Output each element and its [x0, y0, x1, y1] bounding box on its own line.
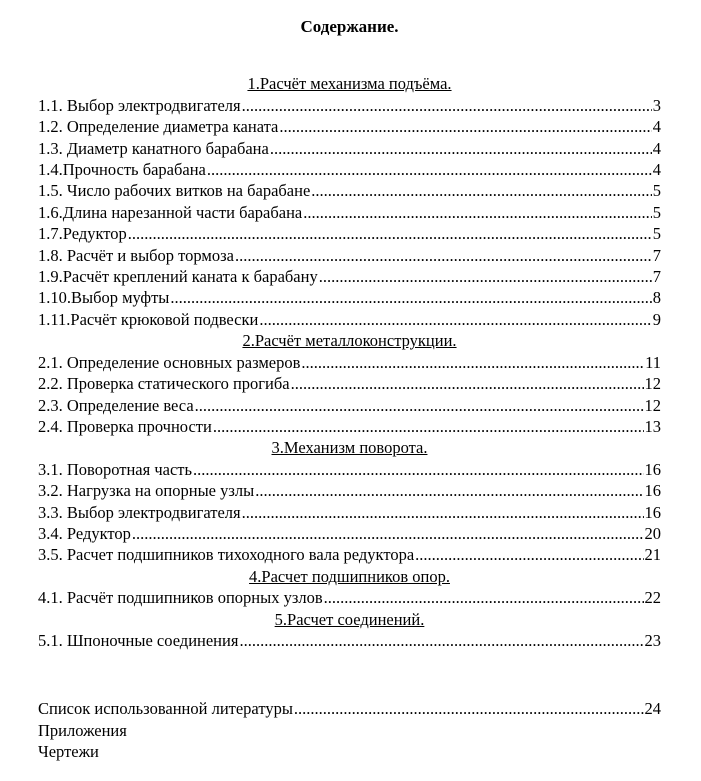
section-heading [38, 73, 661, 94]
dot-leader [415, 544, 643, 565]
dot-leader [294, 698, 644, 719]
toc-entry-label: 1.8. Расчёт и выбор тормоза [38, 245, 234, 265]
section-heading [38, 330, 661, 351]
toc-entry-label: 3.2. Нагрузка на опорные узлы [38, 481, 255, 501]
dot-leader [213, 416, 644, 437]
dot-leader [259, 309, 651, 330]
dot-leader [279, 116, 651, 137]
toc-entry-page-number: 16 [644, 481, 661, 501]
toc-entry-label: Список использованной литературы [38, 699, 293, 719]
section-heading [38, 566, 661, 587]
toc-entry-page-number: 20 [644, 523, 661, 543]
dot-leader [242, 95, 652, 116]
toc-entry [38, 245, 661, 266]
toc-entry-label: Приложения [38, 720, 127, 740]
toc-entry [38, 544, 661, 565]
toc-entry-page-number: 22 [644, 588, 661, 608]
toc-entry [38, 502, 661, 523]
toc-entry [38, 95, 661, 116]
section-heading-text: 5.Расчет соединений. [274, 609, 425, 629]
section-heading-text: 3.Механизм поворота. [271, 438, 428, 458]
toc-entry-page-number: 16 [644, 502, 661, 522]
toc-entry-page-number: 16 [644, 459, 661, 479]
toc-entry [38, 395, 661, 416]
toc-entry [38, 459, 661, 480]
toc-entry [38, 266, 661, 287]
toc-entry-page-number: 7 [652, 267, 661, 287]
dot-leader [270, 138, 652, 159]
toc-entry [38, 138, 661, 159]
dot-leader [235, 245, 652, 266]
toc-entry [38, 223, 661, 244]
dot-leader [170, 287, 651, 308]
dot-leader [195, 395, 644, 416]
toc-entry [38, 587, 661, 608]
toc-entry-page-number: 4 [652, 160, 661, 180]
toc-entry-label: 3.4. Редуктор [38, 523, 131, 543]
toc-entry-label: Чертежи [38, 742, 99, 762]
toc-entry [38, 287, 661, 308]
toc-entry-page-number: 3 [652, 95, 661, 115]
toc-entry-label: 3.3. Выбор электродвигателя [38, 502, 241, 522]
toc-entry-page-number: 24 [644, 699, 661, 719]
toc-entry-label: 2.4. Проверка прочности [38, 416, 212, 436]
table-of-contents [38, 73, 661, 651]
toc-entry [38, 741, 661, 762]
dot-leader [319, 266, 652, 287]
dot-leader [311, 180, 651, 201]
toc-entry-label: 1.10.Выбор муфты [38, 288, 170, 308]
dot-leader [128, 223, 652, 244]
toc-entry [38, 416, 661, 437]
toc-entry [38, 480, 661, 501]
toc-entry [38, 309, 661, 330]
toc-entry-label: 2.1. Определение основных размеров [38, 352, 301, 372]
toc-entry-label: 3.1. Поворотная часть [38, 459, 193, 479]
section-heading [38, 437, 661, 458]
toc-entry-label: 3.5. Расчет подшипников тихоходного вала редуктора [38, 545, 415, 565]
toc-entry-label: 1.7.Редуктор [38, 224, 127, 244]
toc-entry-label: 1.6.Длина нарезанной части барабана [38, 202, 303, 222]
dot-leader [303, 202, 651, 223]
dot-leader [242, 502, 644, 523]
section-heading-text: 4.Расчет подшипников опор. [249, 566, 450, 586]
toc-entry-label: 1.2. Определение диаметра каната [38, 117, 279, 137]
toc-entry [38, 720, 661, 741]
toc-entry-page-number: 4 [652, 117, 661, 137]
toc-entry [38, 630, 661, 651]
toc-entry [38, 698, 661, 719]
toc-entry-page-number: 23 [644, 630, 661, 650]
toc-entry [38, 373, 661, 394]
toc-entry-page-number: 5 [652, 224, 661, 244]
toc-entry [38, 159, 661, 180]
dot-leader [132, 523, 644, 544]
dot-leader [291, 373, 644, 394]
dot-leader [255, 480, 643, 501]
toc-entry-label: 1.3. Диаметр канатного барабана [38, 138, 269, 158]
dot-leader [207, 159, 652, 180]
toc-entry-page-number: 7 [652, 245, 661, 265]
toc-entry-page-number: 12 [644, 395, 661, 415]
section-heading [38, 609, 661, 630]
toc-entry-label: 2.2. Проверка статического прогиба [38, 374, 290, 394]
dot-leader [301, 352, 644, 373]
toc-entry-page-number: 5 [652, 181, 661, 201]
page-title: Содержание. [300, 17, 399, 36]
toc-entry-label: 4.1. Расчёт подшипников опорных узлов [38, 588, 323, 608]
toc-entry-label: 1.9.Расчёт креплений каната к барабану [38, 267, 318, 287]
toc-entry [38, 352, 661, 373]
toc-entry-page-number: 12 [644, 374, 661, 394]
toc-entry-label: 1.5. Число рабочих витков на барабане [38, 181, 311, 201]
toc-entry [38, 523, 661, 544]
dot-leader [193, 459, 643, 480]
toc-entry-page-number: 21 [644, 545, 661, 565]
toc-entry-page-number: 11 [645, 352, 661, 372]
toc-entry-page-number: 13 [644, 416, 661, 436]
toc-entry-label: 1.4.Прочность барабана [38, 160, 206, 180]
toc-entry-page-number: 9 [652, 309, 661, 329]
toc-entry-page-number: 8 [652, 288, 661, 308]
toc-entry-label: 2.3. Определение веса [38, 395, 194, 415]
dot-leader [239, 630, 643, 651]
toc-entry-label: 1.1. Выбор электродвигателя [38, 95, 241, 115]
toc-entry-page-number: 4 [652, 138, 661, 158]
toc-entry-label: 5.1. Шпоночные соединения [38, 630, 239, 650]
toc-entry [38, 116, 661, 137]
section-heading-text: 1.Расчёт механизма подъёма. [247, 74, 452, 94]
toc-entry [38, 180, 661, 201]
toc-entry-page-number: 5 [652, 202, 661, 222]
toc-entry-label: 1.11.Расчёт крюковой подвески [38, 309, 259, 329]
dot-leader [324, 587, 644, 608]
section-heading-text: 2.Расчёт металлоконструкции. [242, 331, 457, 351]
toc-entry [38, 202, 661, 223]
footer-entries [38, 698, 661, 762]
